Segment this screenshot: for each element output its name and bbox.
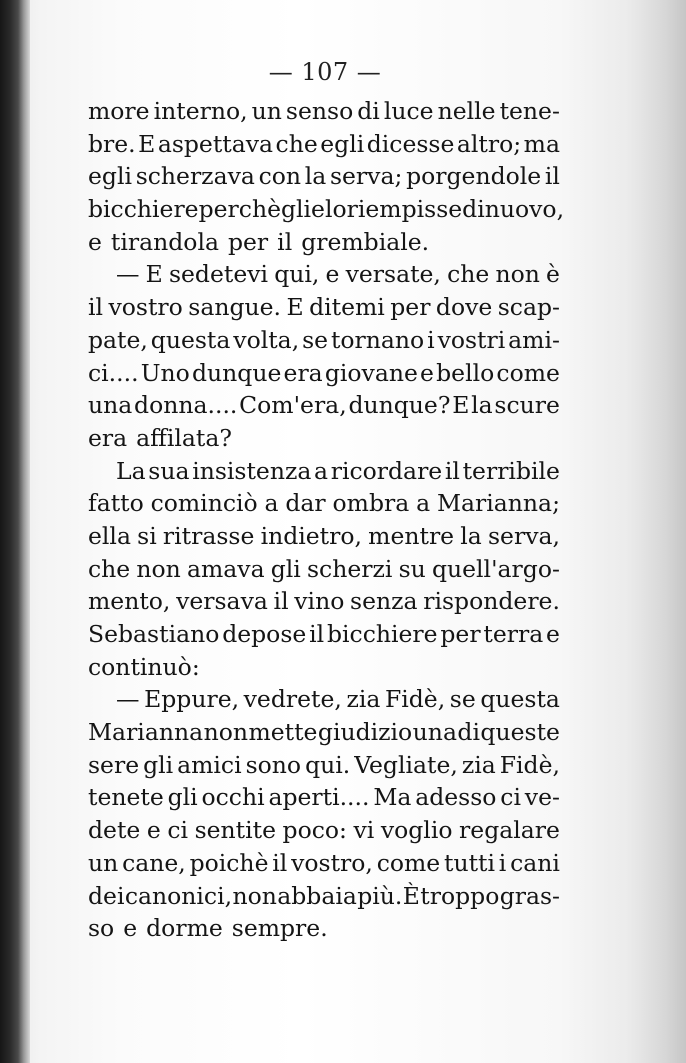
word: mentre (368, 521, 455, 550)
word: come (496, 358, 560, 387)
word: continuò: (88, 652, 200, 681)
page-number: — 107 — (268, 58, 382, 86)
word: dorme (146, 914, 223, 943)
word: interno, (153, 97, 248, 125)
word: tornano (330, 325, 425, 354)
word: nelle (437, 97, 496, 125)
word: tutti (444, 848, 495, 877)
word: ricordare (330, 456, 443, 485)
word: vino (294, 587, 345, 616)
word: canonici, (124, 881, 233, 910)
word: dete (88, 816, 141, 845)
word: aspettava (157, 129, 274, 158)
text-line (88, 487, 560, 520)
word: porgendole (406, 162, 542, 191)
word: scherzava (135, 162, 255, 191)
word: perchè (198, 195, 281, 224)
word: se (449, 685, 476, 714)
book-spine-shadow (0, 0, 30, 1063)
text-line (88, 226, 560, 259)
word: E (145, 260, 163, 289)
word: egli (320, 129, 365, 158)
word: indietro, (260, 521, 362, 550)
word: ombra (332, 489, 410, 518)
text-line (88, 814, 560, 847)
word: depose (222, 620, 307, 648)
word: e (420, 358, 434, 387)
word: altro; (456, 129, 522, 158)
word: giudizio (317, 718, 413, 747)
word: affilata? (136, 423, 232, 452)
word: abbaia (277, 881, 357, 910)
word: occhi (201, 783, 265, 812)
word: Ma (373, 783, 412, 812)
word: se (302, 325, 329, 354)
word: vi (353, 816, 375, 845)
word: di (457, 718, 480, 747)
word: scap- (497, 293, 560, 322)
word: E (138, 129, 156, 158)
word: Sebastiano (88, 620, 220, 648)
word: era (88, 423, 128, 452)
word: dei (88, 881, 125, 910)
word: cane, (122, 848, 186, 877)
word: grembiale. (301, 227, 430, 256)
word: ci (500, 783, 521, 812)
word: è (546, 260, 560, 289)
word: zia (461, 750, 496, 779)
word: aperti.... (268, 783, 370, 812)
page-edge-shadow (626, 0, 686, 1063)
word: nuovo, (484, 195, 565, 224)
word: ella (88, 521, 131, 550)
word: Com'era, (239, 391, 347, 420)
text-line (88, 585, 560, 618)
word: a (314, 456, 329, 485)
word: dove (435, 293, 493, 322)
word: voglio (380, 816, 453, 845)
word: Uno (140, 358, 190, 387)
word: sono (245, 750, 302, 779)
text-line (88, 912, 560, 945)
word: il (309, 620, 325, 648)
word: Vegliate, (354, 750, 458, 779)
word: troppo (420, 881, 500, 910)
word: non (203, 718, 248, 747)
word: adesso (415, 783, 497, 812)
word: e (546, 620, 560, 648)
word: Eppure, (144, 685, 240, 714)
word: pate, (88, 325, 148, 354)
word: qui, (274, 260, 320, 289)
word: e (88, 227, 102, 256)
word: il (444, 456, 460, 485)
text-line (88, 193, 565, 226)
text-line (88, 716, 560, 749)
word: non (495, 260, 540, 289)
word: sedetevi (168, 260, 269, 289)
word: tirandola (110, 227, 219, 256)
word: regalare (459, 816, 560, 845)
word: che (88, 554, 131, 583)
word: dicesse (366, 129, 455, 158)
word: gras- (499, 881, 560, 910)
word: sempre. (231, 914, 328, 943)
word: glielo (280, 195, 347, 224)
word: che (275, 129, 318, 158)
word: vedrete, (243, 685, 342, 714)
word: Marianna (88, 718, 204, 747)
word: gli (270, 554, 301, 583)
word: queste (480, 718, 560, 747)
word: ma (523, 129, 560, 158)
word: i (498, 848, 507, 877)
word: riempisse (346, 195, 463, 224)
word: vostro (108, 293, 183, 322)
word: quell'argo- (431, 554, 560, 583)
word: di (462, 195, 485, 224)
text-line (88, 749, 560, 782)
word: il (272, 848, 288, 877)
word: a (264, 489, 279, 518)
word: questa (480, 685, 560, 714)
text-line (88, 291, 560, 324)
word: per (227, 227, 269, 256)
word: qui. (305, 750, 351, 779)
word: per (440, 620, 481, 648)
word: — (116, 260, 140, 289)
word: bre. (88, 129, 136, 158)
word: per (390, 293, 431, 322)
text-line (88, 128, 560, 161)
word: ditemi (309, 293, 385, 322)
word: poco: (282, 816, 347, 845)
word: serva; (329, 162, 403, 191)
word: È (402, 881, 420, 910)
word: luce (383, 97, 434, 125)
word: questa (150, 325, 231, 354)
word: il (544, 162, 560, 191)
word: a (416, 489, 431, 518)
word: versate, (345, 260, 441, 289)
word: Fidè, (499, 750, 560, 779)
word: tene- (499, 97, 560, 125)
word: la (471, 391, 493, 420)
text-line (88, 160, 560, 193)
word: dunque? (348, 391, 451, 420)
text-line (88, 520, 560, 553)
word: dar (285, 489, 326, 518)
word: senso (285, 97, 354, 125)
word: e (325, 260, 340, 289)
word: so (88, 914, 115, 943)
word: giovane (324, 358, 418, 387)
word: versava (176, 587, 268, 616)
word: il (88, 293, 104, 322)
word: gli (143, 750, 174, 779)
word: e (146, 816, 161, 845)
word: mento, (88, 587, 171, 616)
text-line (88, 683, 560, 716)
word: terra (483, 620, 544, 648)
word: bicchiere (326, 620, 438, 648)
word: vostro, (291, 848, 373, 877)
word: egli (88, 162, 132, 191)
word: rispondere. (423, 587, 560, 616)
text-line (88, 95, 560, 128)
word: Marianna; (436, 489, 560, 518)
word: con (258, 162, 302, 191)
word: che (447, 260, 490, 289)
word: ci.... (88, 358, 139, 387)
word: come (376, 848, 441, 877)
word: scherzi (307, 554, 393, 583)
word: amici (177, 750, 242, 779)
word: cani (510, 848, 560, 877)
text-line (88, 618, 560, 651)
word: non (232, 881, 277, 910)
word: ritrasse (162, 521, 255, 550)
text-line (88, 389, 560, 422)
word: insistenza (192, 456, 312, 485)
text-line (88, 880, 560, 913)
text-line (88, 553, 560, 586)
word: bello (436, 358, 495, 387)
text-line (88, 258, 560, 291)
word: non (136, 554, 181, 583)
word: serva, (488, 521, 560, 550)
word: sere (88, 750, 140, 779)
text-line (88, 324, 560, 357)
word: i (427, 325, 435, 354)
word: cominciò (150, 489, 258, 518)
word: gli (167, 783, 198, 812)
word: su (398, 554, 426, 583)
word: una (412, 718, 457, 747)
word: — (116, 685, 140, 714)
word: Fidè, (384, 685, 446, 714)
word: senza (350, 587, 418, 616)
word: e (123, 914, 138, 943)
word: scure (494, 391, 560, 420)
word: volta, (233, 325, 300, 354)
word: more (88, 97, 150, 125)
word: sangue. (188, 293, 282, 322)
word: sua (148, 456, 190, 485)
word: ve- (524, 783, 560, 812)
word: donna.... (134, 391, 238, 420)
word: la (304, 162, 327, 191)
word: un (251, 97, 282, 125)
word: il (273, 587, 289, 616)
body-text (88, 95, 565, 945)
word: ami- (508, 325, 560, 354)
word: una (88, 391, 133, 420)
text-line (88, 651, 560, 684)
word: tenete (88, 783, 164, 812)
word: di (357, 97, 380, 125)
word: il (277, 227, 293, 256)
word: bicchiere (88, 195, 199, 224)
word: più. (357, 881, 403, 910)
word: fatto (88, 489, 144, 518)
word: sentite (194, 816, 276, 845)
text-line (88, 847, 560, 880)
word: era (283, 358, 323, 387)
word: zia (346, 685, 381, 714)
text-line (88, 781, 560, 814)
text-line (88, 357, 560, 390)
word: vostri (437, 325, 506, 354)
word: ci (167, 816, 189, 845)
text-line (88, 455, 560, 488)
word: amava (186, 554, 265, 583)
word: un (88, 848, 119, 877)
word: mette (248, 718, 318, 747)
word: dunque (191, 358, 282, 387)
word: si (137, 521, 157, 550)
word: poichè (189, 848, 269, 877)
word: E (286, 293, 304, 322)
word: La (116, 456, 146, 485)
word: la (460, 521, 482, 550)
word: E (452, 391, 470, 420)
word: terribile (462, 456, 560, 485)
text-line (88, 422, 560, 455)
